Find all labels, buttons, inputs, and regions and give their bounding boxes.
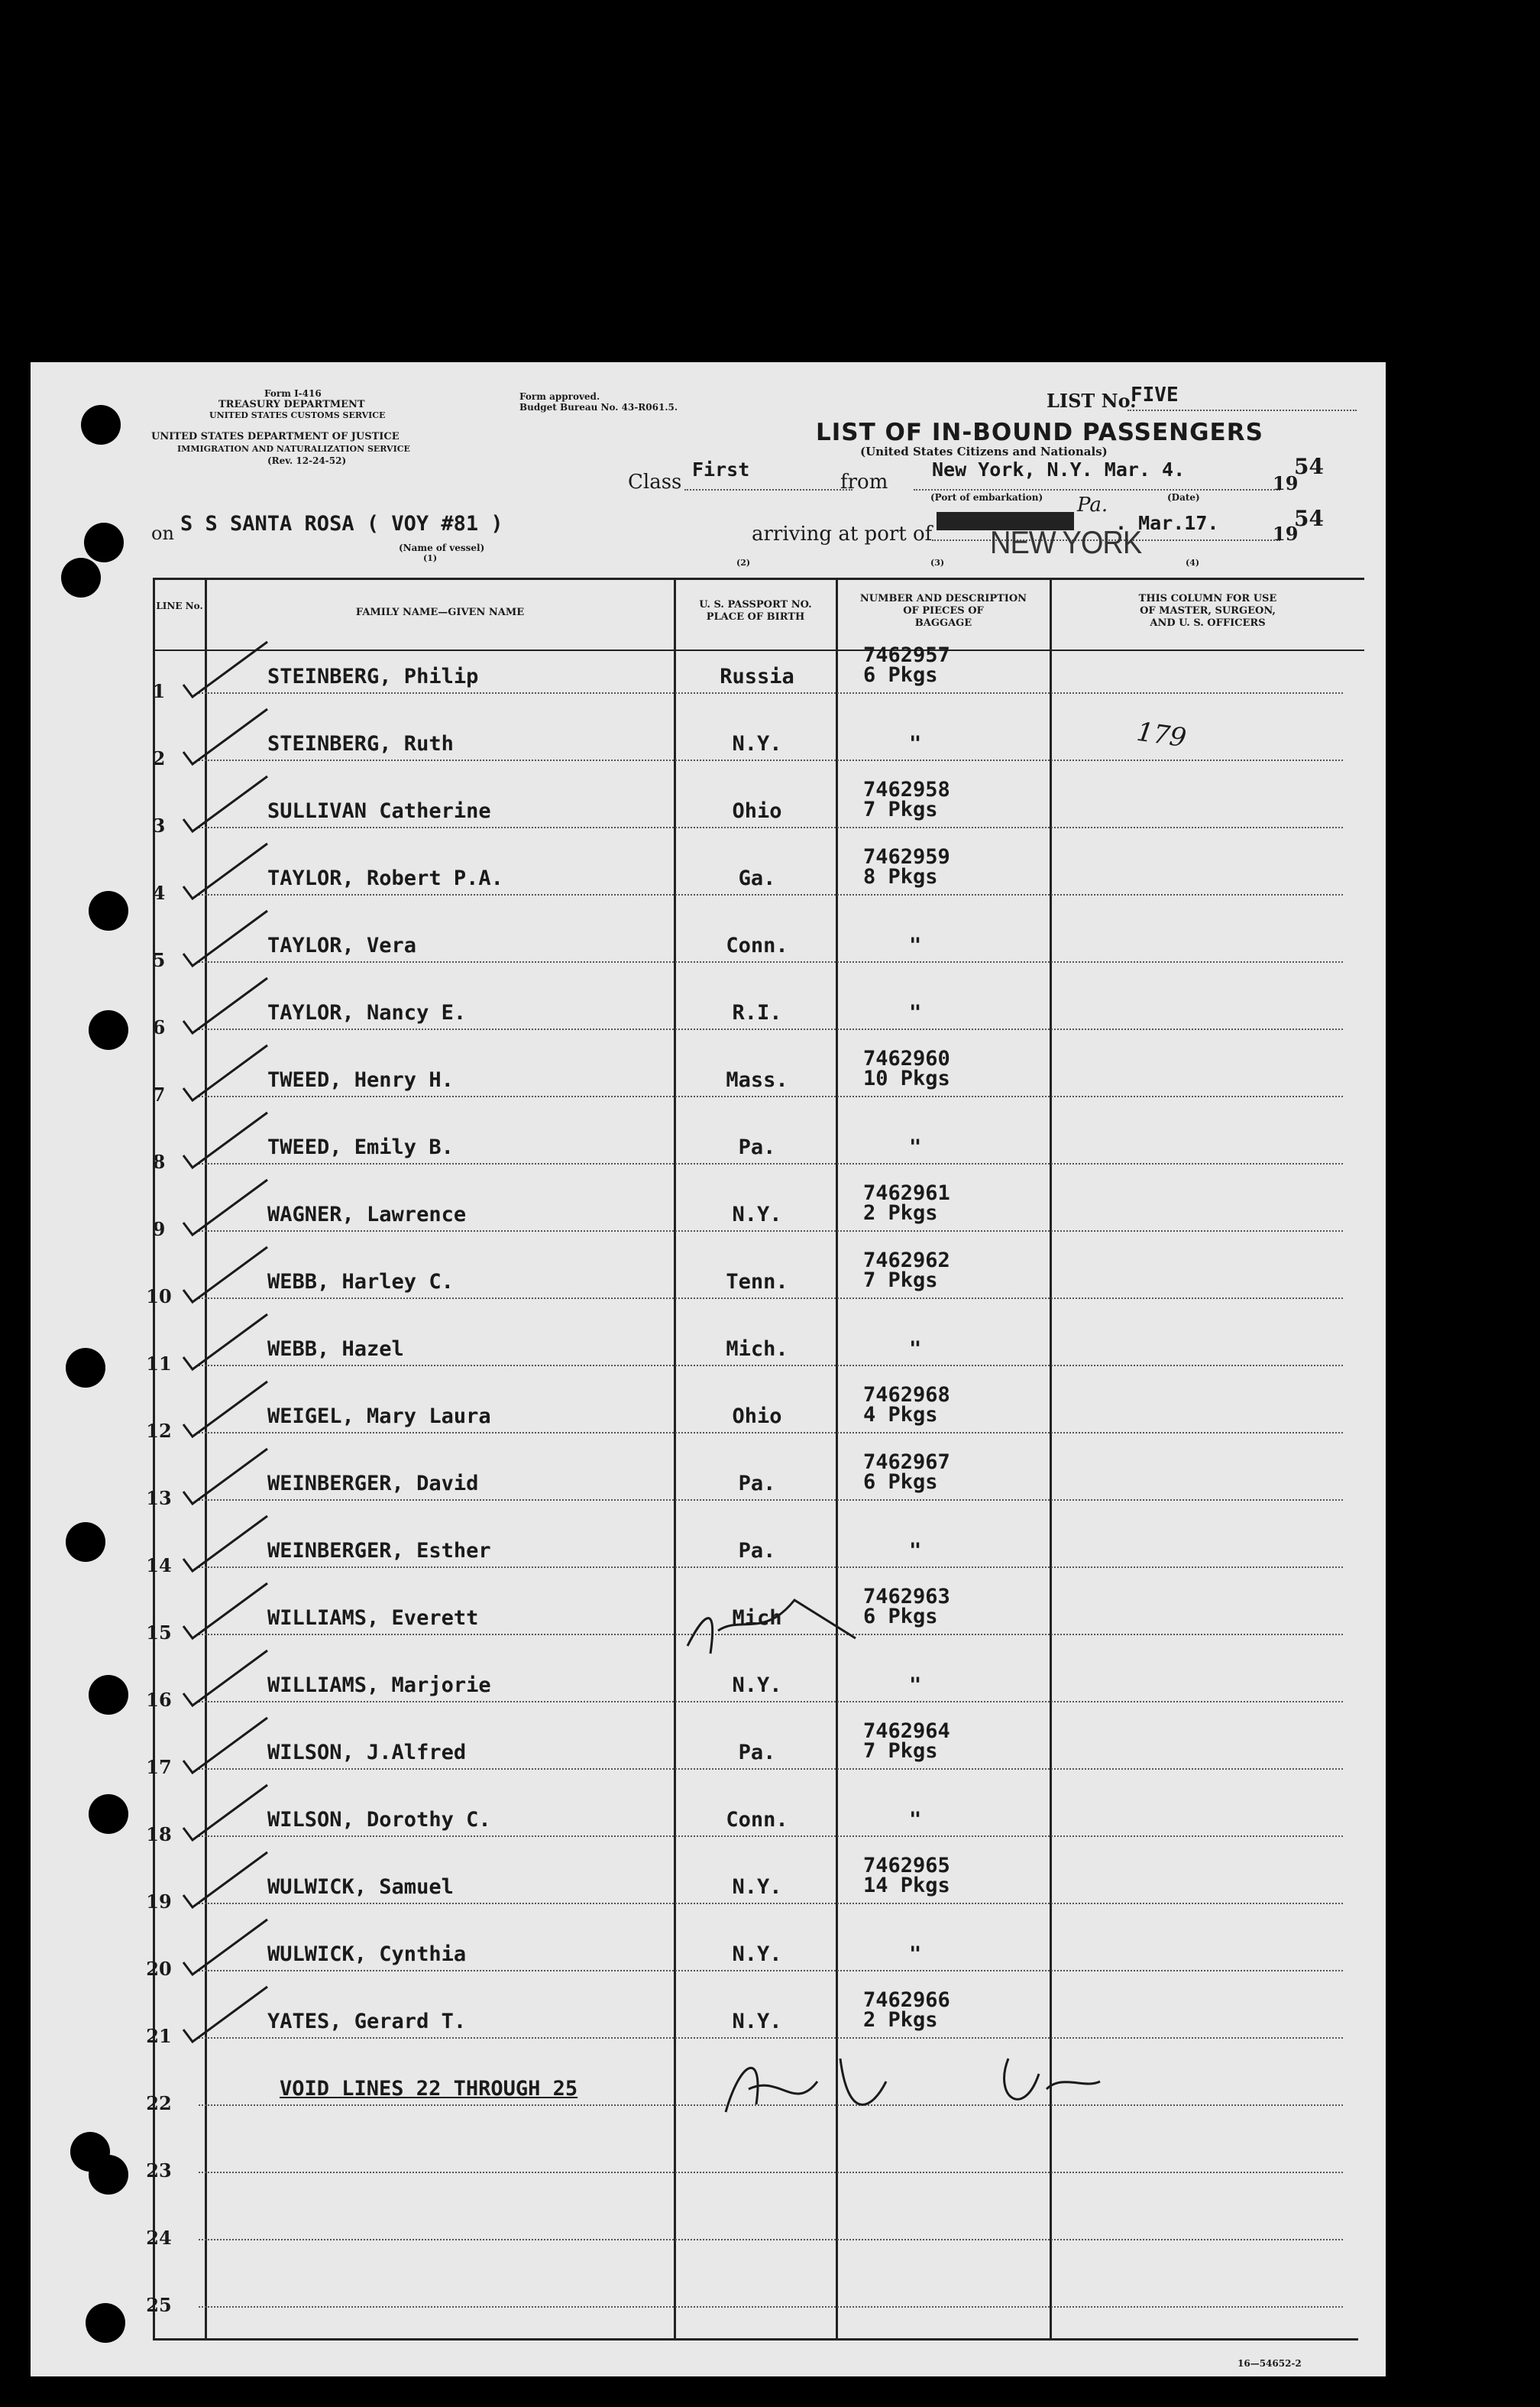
check-mark [183,1247,267,1302]
passenger-name: TAYLOR, Robert P.A. [267,867,503,890]
baggage-number: 7462965 [863,1854,950,1877]
form-number: Form I-416 [264,388,322,399]
passenger-name: TAYLOR, Nancy E. [267,1001,467,1025]
passenger-name: TWEED, Henry H. [267,1068,454,1092]
line-number: 9 [152,1218,166,1240]
ditto-mark: " [909,1808,922,1832]
year-prefix-arrival: 19 [1273,523,1299,545]
line-number: 11 [146,1353,172,1375]
footer-code: 16—54652-2 [1238,2358,1302,2369]
arrival-date: . Mar.17. [1115,512,1219,534]
place-of-birth: Mich. [726,1337,788,1361]
passenger-name: WILSON, Dorothy C. [267,1808,491,1832]
baggage-number: 7462968 [863,1383,950,1407]
header-baggage-3: BAGGAGE [914,617,972,629]
baggage-description: 2 Pkgs [863,2008,938,2032]
vessel-caption: (Name of vessel) [399,543,485,553]
line-number: 4 [152,882,166,904]
caption-1: (1) [423,553,438,563]
line-number: 16 [146,1689,172,1711]
date-caption: (Date) [1167,492,1200,503]
check-mark [183,1314,267,1369]
caption-3: (3) [930,558,945,568]
place-of-birth: Conn. [726,1808,788,1832]
place-of-birth: Pa. [738,1472,776,1495]
handwritten-marks [31,362,1386,2376]
place-of-birth: Pa. [738,1741,776,1764]
check-mark [183,1651,267,1706]
place-of-birth: Conn. [726,934,788,957]
baggage-number: 7462964 [863,1719,950,1743]
check-mark [183,911,267,966]
header-officer-1: THIS COLUMN FOR USE [1138,593,1277,604]
baggage-description: 4 Pkgs [863,1403,938,1427]
place-of-birth: Russia [720,665,794,688]
ins-service: IMMIGRATION AND NATURALIZATION SERVICE [177,444,410,454]
baggage-description: 6 Pkgs [863,663,938,687]
check-mark [183,1516,267,1571]
passenger-name: WEIGEL, Mary Laura [267,1404,491,1428]
form-subtitle: (United States Citizens and Nationals) [860,445,1108,458]
line-number: 3 [152,815,166,837]
place-of-birth: Tenn. [726,1270,788,1294]
on-label: on [151,523,174,544]
place-of-birth: N.Y. [732,1673,782,1697]
passenger-name: STEINBERG, Ruth [267,732,454,756]
ditto-mark: " [909,1942,922,1966]
manifest-page [31,362,1386,2376]
line-number: 22 [146,2092,172,2114]
check-mark [183,1718,267,1773]
line-number: 21 [146,2025,172,2047]
line-number: 12 [146,1420,172,1442]
check-mark [183,1852,267,1907]
passenger-name: VOID LINES 22 THROUGH 25 [280,2077,578,2101]
check-mark [183,1987,267,2042]
header-passport-2: PLACE OF BIRTH [706,611,805,623]
justice-dept: UNITED STATES DEPARTMENT OF JUSTICE [151,431,400,442]
ditto-mark: " [909,732,922,756]
line-number: 15 [146,1621,172,1644]
treasury-dept: TREASURY DEPARTMENT [218,399,365,410]
header-baggage-2: OF PIECES OF [903,605,984,617]
passenger-name: WILSON, J.Alfred [267,1741,467,1764]
caption-4: (4) [1186,558,1200,568]
passenger-name: WAGNER, Lawrence [267,1203,467,1226]
place-of-birth: Mass. [726,1068,788,1092]
check-mark [183,1113,267,1168]
baggage-number: 7462962 [863,1249,950,1272]
class-label: Class [628,471,682,494]
year-prefix-from: 19 [1273,472,1299,494]
ditto-mark: " [909,1673,922,1697]
list-no-label: LIST No. [1047,390,1137,412]
passenger-name: YATES, Gerard T. [267,2010,467,2033]
line-number: 1 [152,680,166,702]
line-number: 10 [146,1285,172,1307]
check-mark [183,1382,267,1437]
baggage-description: 6 Pkgs [863,1605,938,1628]
revision-date: (Rev. 12-24-52) [267,455,347,466]
class-value: First [692,458,750,481]
place-of-birth: Ga. [738,867,776,890]
ditto-mark: " [909,934,922,957]
baggage-description: 10 Pkgs [863,1067,950,1090]
line-number: 23 [146,2159,172,2182]
place-of-birth: N.Y. [732,1203,782,1226]
check-mark [183,1919,267,1975]
header-baggage-1: NUMBER AND DESCRIPTION [859,593,1027,604]
list-no-value: FIVE [1131,384,1179,407]
header-officer-2: OF MASTER, SURGEON, [1140,605,1276,617]
ditto-mark: " [909,1539,922,1563]
passenger-name: WILLIAMS, Marjorie [267,1673,491,1697]
place-of-birth: Mich [732,1606,782,1630]
caption-2: (2) [736,558,751,568]
baggage-number: 7462967 [863,1450,950,1474]
header-name: FAMILY NAME—GIVEN NAME [355,607,525,618]
check-mark [183,1045,267,1100]
line-number: 8 [152,1151,166,1173]
passenger-name: TAYLOR, Vera [267,934,417,957]
form-approved: Form approved. [519,391,600,402]
from-value: New York, N.Y. Mar. 4. [932,458,1186,481]
baggage-number: 7462958 [863,778,950,802]
header-line-no: LINE No. [156,601,203,611]
place-of-birth: Pa. [738,1539,776,1563]
handwritten-port: Pa. [1077,494,1108,517]
line-number: 25 [146,2294,172,2316]
check-mark [183,776,267,831]
passenger-name: STEINBERG, Philip [267,665,479,688]
baggage-number: 7462957 [863,643,950,667]
new-york-stamp: NEW YORK [990,525,1142,562]
arriving-label: arriving at port of [752,523,933,546]
passenger-name: WEBB, Hazel [267,1337,404,1361]
place-of-birth: N.Y. [732,732,782,756]
customs-service: UNITED STATES CUSTOMS SERVICE [209,410,386,420]
check-mark [183,1583,267,1638]
line-number: 24 [146,2227,172,2249]
year-arrival: 54 [1294,506,1324,531]
baggage-number: 7462963 [863,1585,950,1608]
baggage-description: 14 Pkgs [863,1874,950,1897]
budget-bureau: Budget Bureau No. 43-R061.5. [519,402,678,413]
line-number: 6 [152,1016,166,1038]
passenger-name: WEBB, Harley C. [267,1270,454,1294]
passenger-name: WULWICK, Cynthia [267,1942,467,1966]
line-number: 7 [152,1084,166,1106]
baggage-number: 7462966 [863,1988,950,2012]
place-of-birth: N.Y. [732,1875,782,1899]
line-number: 14 [146,1554,172,1576]
line-number: 5 [152,949,166,971]
port-embark-caption: (Port of embarkation) [930,492,1043,503]
ditto-mark: " [909,1135,922,1159]
year-from: 54 [1294,454,1324,479]
baggage-number: 7462959 [863,845,950,869]
check-mark [183,1449,267,1504]
passenger-name: SULLIVAN Catherine [267,799,491,823]
check-mark [183,709,267,764]
handwritten-inspector-signature [726,2059,1100,2112]
header-passport-1: U. S. PASSPORT NO. [699,599,812,611]
check-mark [183,978,267,1033]
check-mark [183,1785,267,1840]
form-title: LIST OF IN-BOUND PASSENGERS [816,419,1263,446]
baggage-description: 7 Pkgs [863,1268,938,1292]
check-mark [183,844,267,899]
passenger-name: WEINBERGER, David [267,1472,479,1495]
header-officer-3: AND U. S. OFFICERS [1150,617,1266,629]
baggage-number: 7462961 [863,1181,950,1205]
place-of-birth: Pa. [738,1135,776,1159]
place-of-birth: N.Y. [732,2010,782,2033]
ditto-mark: " [909,1001,922,1025]
vessel-name: S S SANTA ROSA ( VOY #81 ) [180,512,503,536]
ditto-mark: " [909,1337,922,1361]
officer-note: 179 [1134,716,1189,754]
line-number: 13 [146,1487,172,1509]
line-number: 2 [152,747,166,769]
passenger-name: WULWICK, Samuel [267,1875,454,1899]
handwritten-mich [688,1600,856,1654]
line-number: 19 [146,1890,172,1913]
line-number: 20 [146,1958,172,1980]
from-label: from [840,471,888,494]
passenger-name: TWEED, Emily B. [267,1135,454,1159]
check-mark [183,642,267,697]
baggage-description: 2 Pkgs [863,1201,938,1225]
passenger-name: WILLIAMS, Everett [267,1606,479,1630]
place-of-birth: N.Y. [732,1942,782,1966]
line-number: 17 [146,1756,172,1778]
place-of-birth: Ohio [732,1404,782,1428]
line-number: 18 [146,1823,172,1845]
passenger-name: WEINBERGER, Esther [267,1539,491,1563]
baggage-number: 7462960 [863,1047,950,1071]
check-mark [183,1180,267,1235]
baggage-description: 6 Pkgs [863,1470,938,1494]
baggage-description: 7 Pkgs [863,798,938,821]
baggage-description: 8 Pkgs [863,865,938,889]
baggage-description: 7 Pkgs [863,1739,938,1763]
place-of-birth: Ohio [732,799,782,823]
place-of-birth: R.I. [732,1001,782,1025]
